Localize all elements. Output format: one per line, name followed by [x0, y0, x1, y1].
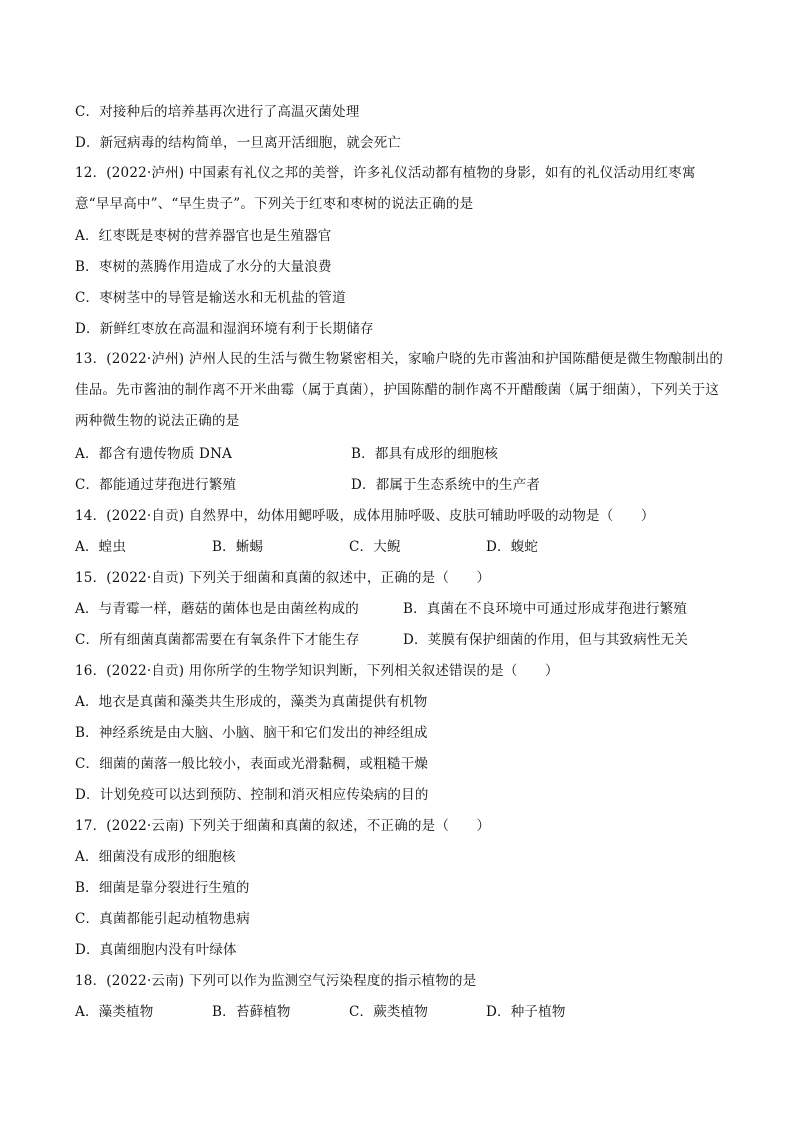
- q17-option-d: D．真菌细胞内没有叶绿体: [75, 942, 237, 958]
- question-12-stem: 12．(2022·泸州) 中国素有礼仪之邦的美誉，许多礼仪活动都有植物的身影，如有的礼仪活动用红枣寓意“早早高中”、“早生贵子”。下列关于红枣和枣树的说法正确的是: [75, 165, 696, 212]
- q14-option-b: B．蜥蜴: [212, 539, 264, 555]
- prev-option-d: D．新冠病毒的结构简单，一旦离开活细胞，就会死亡: [75, 135, 402, 151]
- q17-option-a: A．细菌没有成形的细胞核: [75, 849, 236, 865]
- q13-option-d: D．都属于生态系统中的生产者: [351, 477, 541, 493]
- question-15-stem: 15．(2022·自贡) 下列关于细菌和真菌的叙述中，正确的是（ ）: [75, 570, 491, 586]
- q16-option-b: B．神经系统是由大脑、小脑、脑干和它们发出的神经组成: [75, 725, 428, 741]
- q12-option-d: D．新鲜红枣放在高温和湿润环境有利于长期储存: [75, 321, 374, 337]
- q14-option-a: A．蝗虫: [75, 539, 127, 555]
- q17-option-b: B．细菌是靠分裂进行生殖的: [75, 880, 250, 896]
- question-14-stem: 14．(2022·自贡) 自然界中，幼体用鳃呼吸，成体用肺呼吸、皮肤可辅助呼吸的动物是（ ）: [75, 508, 655, 524]
- q13-option-b: B．都具有成形的细胞核: [351, 446, 499, 462]
- prev-option-c: C．对接种后的培养基再次进行了高温灭菌处理: [75, 104, 360, 120]
- q16-option-d: D．计划免疫可以达到预防、控制和消灭相应传染病的目的: [75, 787, 429, 803]
- question-18-stem: 18．(2022·云南) 下列可以作为监测空气污染程度的指示植物的是: [75, 973, 477, 989]
- q13-options-row-1: [75, 444, 730, 464]
- q13-options-row-2: [75, 475, 730, 495]
- question-16-stem: 16．(2022·自贡) 用你所学的生物学知识判断，下列相关叙述错误的是（ ）: [75, 663, 559, 679]
- q18-option-d: D．种子植物: [486, 1004, 566, 1020]
- q15-option-a: A．与青霉一样，蘑菇的菌体也是由菌丝构成的: [75, 601, 359, 617]
- q13-option-c: C．都能通过芽孢进行繁殖: [75, 477, 237, 493]
- q15-options-row-2: [75, 630, 730, 650]
- q12-option-a: A．红枣既是枣树的营养器官也是生殖器官: [75, 228, 332, 244]
- q15-option-d: D．荚膜有保护细菌的作用，但与其致病性无关: [403, 632, 689, 648]
- q14-option-c: C．大鲵: [349, 539, 401, 555]
- q18-option-a: A．藻类植物: [75, 1004, 154, 1020]
- q15-option-c: C．所有细菌真菌都需要在有氧条件下才能生存: [75, 632, 360, 648]
- q12-option-b: B．枣树的蒸腾作用造成了水分的大量浪费: [75, 259, 332, 275]
- q18-options-row: [75, 1002, 730, 1022]
- q18-option-c: C．蕨类植物: [349, 1004, 429, 1020]
- q15-options-row-1: [75, 599, 730, 619]
- q14-option-d: D．蝮蛇: [486, 539, 539, 555]
- q15-option-b: B．真菌在不良环境中可通过形成芽孢进行繁殖: [403, 601, 688, 617]
- q13-option-a: A．都含有遗传物质 DNA: [75, 446, 233, 462]
- q12-option-c: C．枣树茎中的导管是输送水和无机盐的管道: [75, 290, 346, 306]
- question-13-stem: 13．(2022·泸州) 泸州人民的生活与微生物紧密相关，家喻户晓的先市酱油和护国陈醋便是微生物酿制出的佳品。先市酱油的制作离不开米曲霉（属于真菌），护国陈醋的制作离不开醋酸菌（属于细菌），下列关于这两种微生物的说法正确的是: [75, 351, 724, 429]
- q16-option-a: A．地衣是真菌和藻类共生形成的，藻类为真菌提供有机物: [75, 694, 428, 710]
- q16-option-c: C．细菌的菌落一般比较小，表面或光滑黏稠，或粗糙干燥: [75, 756, 429, 772]
- q18-option-b: B．苔藓植物: [212, 1004, 291, 1020]
- question-17-stem: 17．(2022·云南) 下列关于细菌和真菌的叙述，不正确的是（ ）: [75, 818, 491, 834]
- q14-options-row: [75, 537, 730, 557]
- q17-option-c: C．真菌都能引起动植物患病: [75, 911, 250, 927]
